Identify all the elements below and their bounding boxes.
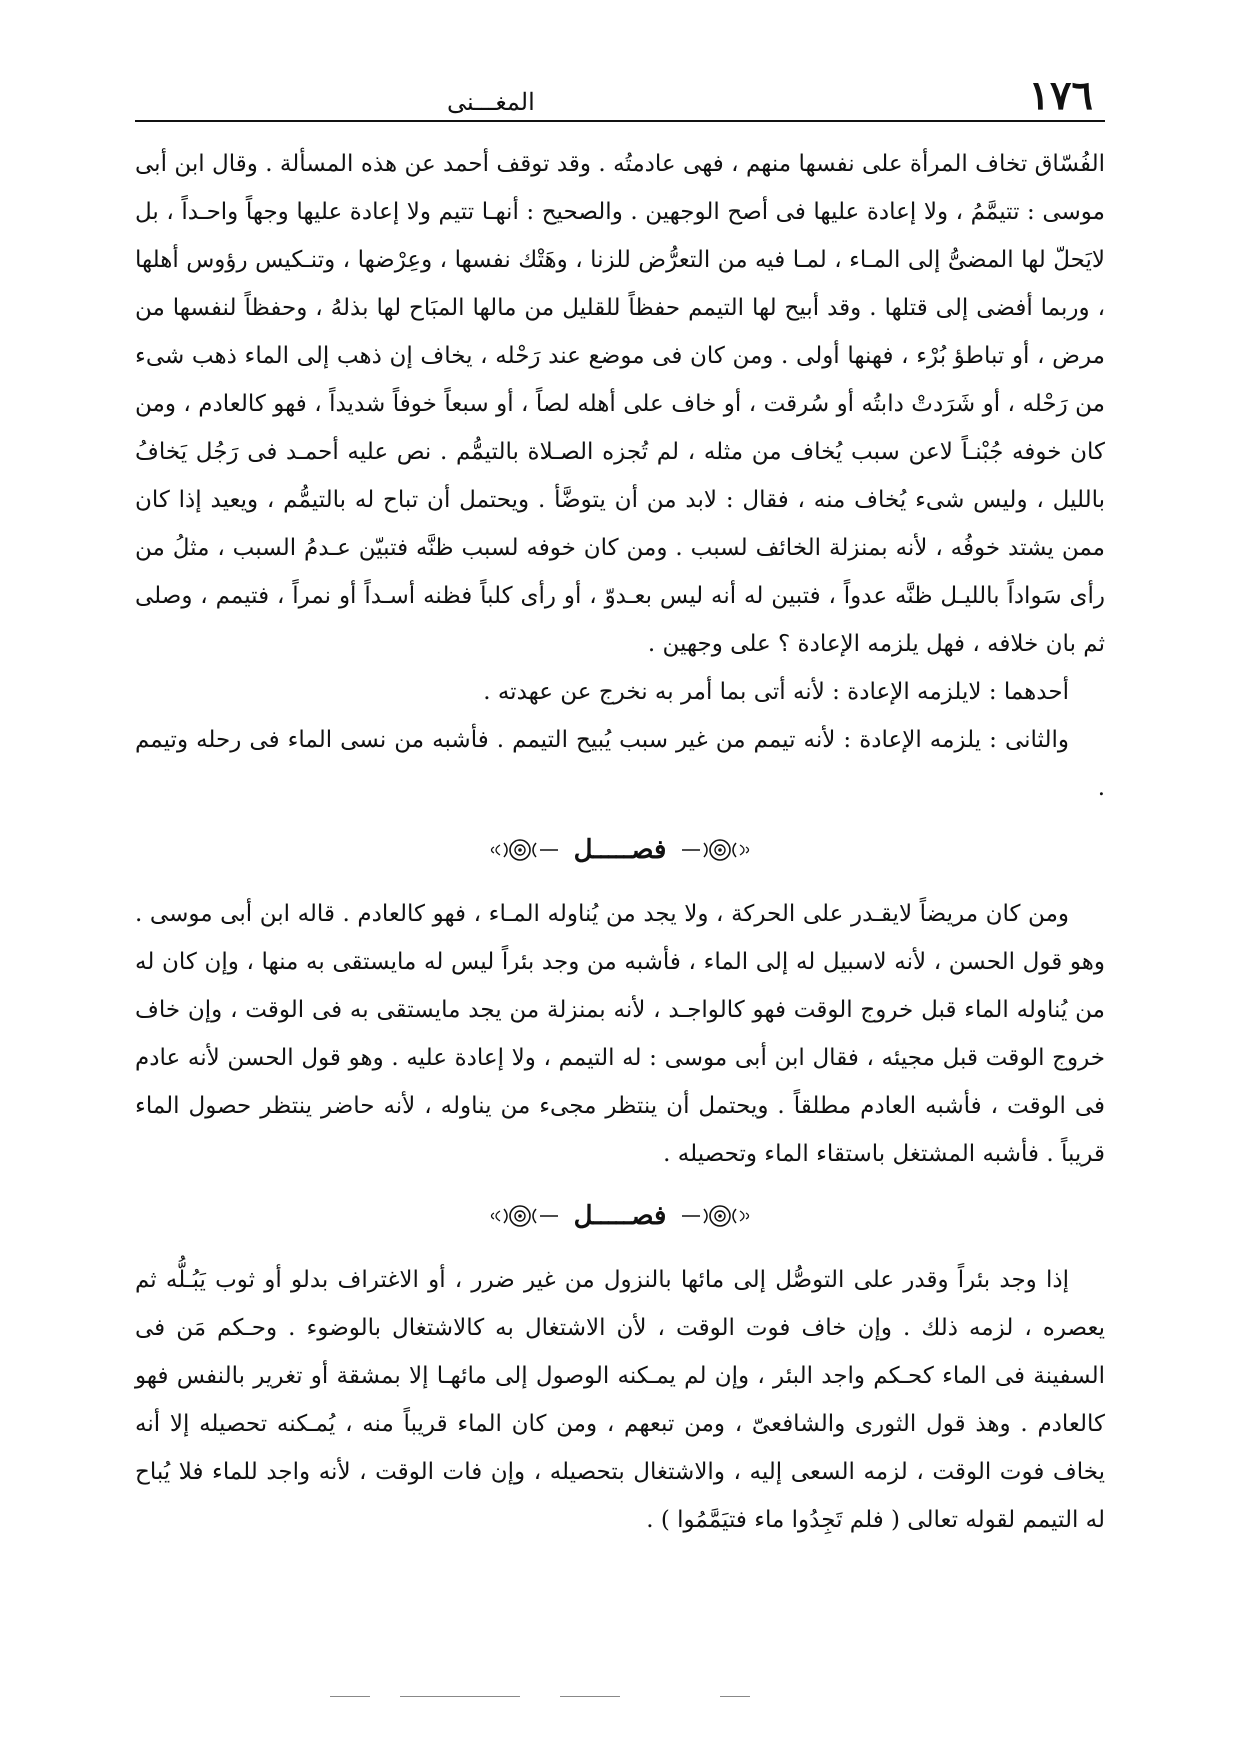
page-number: ١٧٦ [1028, 72, 1093, 119]
page-body [135, 140, 1105, 1544]
page-header [135, 70, 1105, 122]
paragraph: والثانى : يلزمه الإعادة : لأنه تيمم من غير سبب يُبيح التيمم . فأشبه من نسى الماء فى رحله وتيمم . [135, 727, 1105, 801]
section-heading [135, 830, 1105, 870]
section-title: فصـــــل [573, 1201, 667, 1231]
ornament-left-icon [486, 1201, 560, 1231]
ornament-left-icon [486, 835, 560, 865]
footer-dash [720, 1696, 750, 1697]
footer-dash [560, 1696, 620, 1697]
running-title: المغـــنى [447, 88, 535, 116]
section-title: فصـــــل [573, 835, 667, 865]
ornament-right-icon [680, 1201, 754, 1231]
page-footer-marks [0, 1696, 1240, 1702]
section-heading [135, 1196, 1105, 1236]
ornament-right-icon [680, 835, 754, 865]
footer-dash [330, 1696, 370, 1697]
paragraph: الفُسّاق تخاف المرأة على نفسها منهم ، فهى عادمتُه . وقد توقف أحمد عن هذه المسألة . وقال ابن أبى موسى : تتيمَّمُ ، ولا إعادة عليها فى أصح الوجهين . والصحيح : أنهـا تتيم ولا إعادة عليها وجهاً واحـداً ، بل لايَحلّ لها المضىُّ إلى المـاء ، لمـا فيه من التعرُّض للزنا ، وهَتْك نفسها ، وعِرْضها ، وتنـكيس رؤوس أهلها ، وربما أفضى إلى قتلها . وقد أبيح لها التيمم حفظاً للقليل من مالها المبَاح لها بذلهُ ، وحفظاً لنفسها من مرض ، أو تباطؤ بُرْء ، فهنها أولى . ومن كان فى موضع عند رَحْله ، يخاف إن ذهب إلى الماء ذهب شىء من رَحْله ، أو شَرَدتْ دابتُه أو سُرقت ، أو خاف على أهله لصاً ، أو سبعاً خوفاً شديداً ، فهو كالعادم ، ومن كان خوفه جُبْنـاً لاعن سبب يُخاف من مثله ، لم تُجزه الصـلاة بالتيمُّم . نص عليه أحمـد فى رَجُل يَخافُ بالليل ، وليس شىء يُخاف منه ، فقال : لابد من أن يتوضَّأ . ويحتمل أن تباح له بالتيمُّم ، ويعيد إذا كان ممن يشتد خوفُه ، لأنه بمنزلة الخائف لسبب . ومن كان خوفه لسبب ظنَّه فتبيّن عـدمُ السبب ، مثلُ من رأى سَواداً بالليـل ظنَّه عدواً ، فتبين له أنه ليس بعـدوّ ، أو رأى كلباً فظنه أسـداً أو نمراً ، فتيمم ، وصلى ثم بان خلافه ، فهل يلزمه الإعادة ؟ على وجهين . [135, 151, 1105, 657]
footer-dash [400, 1696, 520, 1697]
paragraph: أحدهما : لايلزمه الإعادة : لأنه أتى بما أمر به نخرج عن عهدته . [483, 679, 1069, 705]
paragraph: إذا وجد بئراً وقدر على التوصُّل إلى مائها بالنزول من غير ضرر ، أو الاغتراف بدلو أو ثوب يَبُـلُّه ثم يعصره ، لزمه ذلك . وإن خاف فوت الوقت ، لأن الاشتغال به كالاشتغال بالوضوء . وحـكم مَن فى السفينة فى الماء كحـكم واجد البئر ، وإن لم يمـكنه الوصول إلى مائهـا إلا بمشقة أو تغرير بالنفس فهو كالعادم . وهذ قول الثورى والشافعىّ ، ومن تبعهم ، ومن كان الماء قريباً منه ، يُمـكنه تحصيله إلا أنه يخاف فوت الوقت ، لزمه السعى إليه ، والاشتغال بتحصيله ، وإن فات الوقت ، لأنه واجد للماء فلا يُباح له التيمم لقوله تعالى ( فلم تَجِدُوا ماء فتيَمَّمُوا ) . [135, 1267, 1105, 1533]
paragraph: ومن كان مريضاً لايقـدر على الحركة ، ولا يجد من يُناوله المـاء ، فهو كالعادم . قاله ابن أبى موسى . وهو قول الحسن ، لأنه لاسبيل له إلى الماء ، فأشبه من وجد بئراً ليس له مايستقى به منها ، وإن كان له من يُناوله الماء قبل خروج الوقت فهو كالواجـد ، لأنه بمنزلة من يجد مايستقى به فى الوقت ، وإن خاف خروج الوقت قبل مجيئه ، فقال ابن أبى موسى : له التيمم ، ولا إعادة عليه . وهو قول الحسن لأنه عادم فى الوقت ، فأشبه العادم مطلقاً . ويحتمل أن ينتظر مجىء من يناوله ، لأنه حاضر ينتظر حصول الماء قريباً . فأشبه المشتغل باستقاء الماء وتحصيله . [135, 901, 1105, 1167]
